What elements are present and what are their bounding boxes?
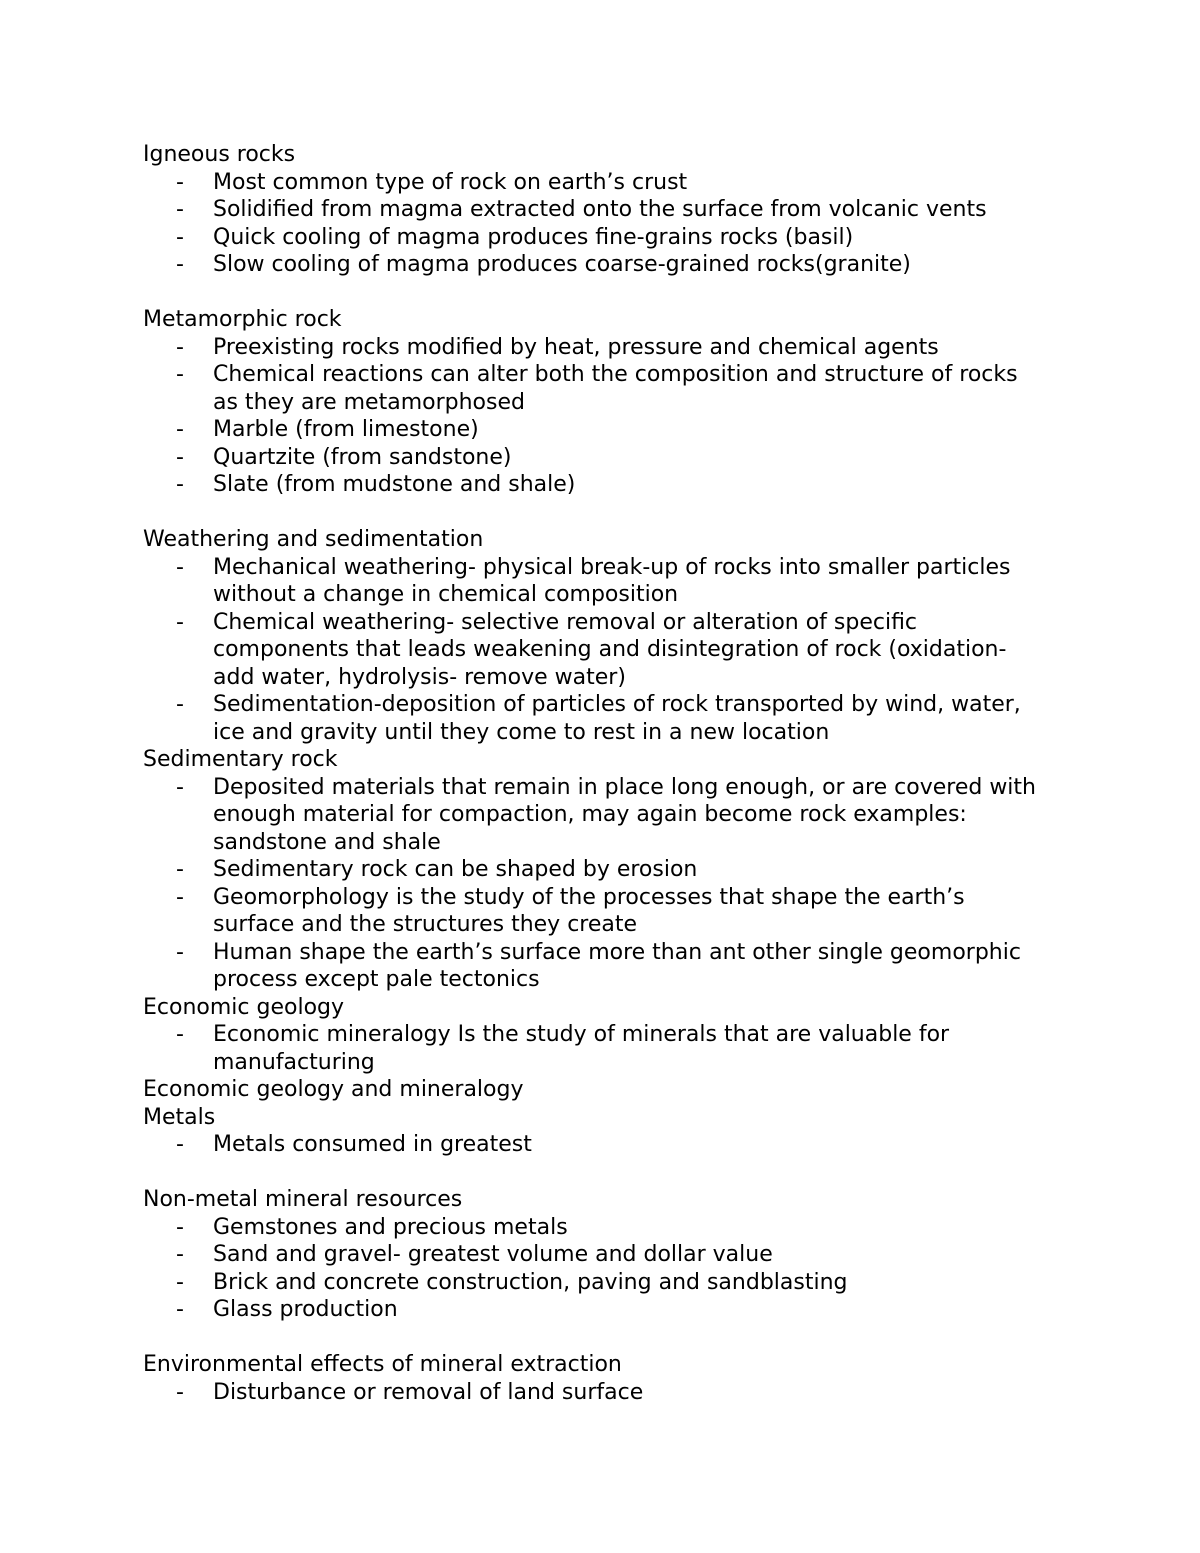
section-heading: Sedimentary rock (143, 747, 338, 772)
list-item-text: Most common type of rock on earth’s crust (213, 169, 688, 195)
list-item-text: Gemstones and precious metals (213, 1214, 568, 1240)
section-heading: Environmental effects of mineral extraction (143, 1352, 622, 1377)
list-item (143, 1241, 1043, 1269)
section-heading: Economic geology (143, 994, 345, 1020)
bullet-dash-icon: - (176, 1269, 184, 1295)
bullet-dash-icon: - (176, 939, 184, 965)
list-item-text: Disturbance or removal of land surface (213, 1379, 644, 1405)
list-item (143, 1131, 1043, 1159)
section-spacer (143, 279, 1043, 307)
section-spacer (143, 1324, 1043, 1352)
list-item-text: Human shape the earth’s surface more than ant other single geomorphic process except pale tectonics (213, 939, 1021, 992)
bullet-list (143, 1379, 1043, 1407)
bullet-dash-icon: - (176, 857, 184, 882)
bullet-list (143, 1131, 1043, 1159)
bullet-dash-icon: - (176, 472, 184, 497)
list-item-text: Preexisting rocks modified by heat, pressure and chemical agents (213, 334, 939, 360)
section (143, 1104, 1043, 1187)
list-item (143, 196, 1043, 224)
section (143, 746, 1043, 994)
bullet-dash-icon: - (176, 774, 184, 800)
list-item (143, 416, 1043, 444)
list-item-text: Economic mineralogy Is the study of minerals that are valuable for manufacturing (213, 1022, 950, 1075)
list-item (143, 1296, 1043, 1324)
section-heading: Weathering and sedimentation (143, 527, 484, 552)
list-item-text: Mechanical weathering- physical break-up of rocks into smaller particles without a change in chemical composition (213, 554, 1011, 607)
bullet-list (143, 334, 1043, 499)
list-item (143, 251, 1043, 279)
bullet-dash-icon: - (176, 1022, 184, 1047)
list-item (143, 1214, 1043, 1242)
list-item-text: Sand and gravel- greatest volume and dollar value (213, 1242, 773, 1267)
bullet-dash-icon: - (176, 692, 184, 717)
list-item-text: Brick and concrete construction, paving and sandblasting (213, 1269, 848, 1295)
bullet-dash-icon: - (176, 197, 184, 222)
list-item-text: Chemical weathering- selective removal or alteration of specific components that leads weakening and disintegration of rock (oxidation- add water, hydrolysis- remove water) (213, 609, 1007, 690)
list-item (143, 609, 1043, 692)
bullet-dash-icon: - (176, 884, 184, 910)
section (143, 526, 1043, 746)
bullet-dash-icon: - (176, 444, 184, 470)
section-heading: Economic geology and mineralogy (143, 1077, 524, 1102)
bullet-dash-icon: - (176, 1242, 184, 1267)
list-item (143, 169, 1043, 197)
bullet-dash-icon: - (176, 1379, 184, 1405)
list-item (143, 444, 1043, 472)
list-item-text: Sedimentary rock can be shaped by erosion (213, 857, 698, 882)
list-item (143, 691, 1043, 746)
section-heading: Metals (143, 1104, 216, 1130)
list-item (143, 554, 1043, 609)
section (143, 141, 1043, 306)
list-item (143, 856, 1043, 884)
section-spacer (143, 499, 1043, 527)
bullet-list (143, 169, 1043, 279)
bullet-dash-icon: - (176, 554, 184, 580)
list-item-text: Sedimentation-deposition of particles of rock transported by wind, water, ice and gravity until they come to rest in a new location (213, 692, 1021, 745)
bullet-dash-icon: - (176, 169, 184, 195)
list-item-text: Glass production (213, 1297, 398, 1322)
bullet-dash-icon: - (176, 362, 184, 387)
list-item-text: Deposited materials that remain in place long enough, or are covered with enough material for compaction, may again become rock examples: sandstone and shale (213, 774, 1036, 855)
list-item-text: Metals consumed in greatest (213, 1132, 532, 1157)
section-heading: Metamorphic rock (143, 307, 342, 332)
list-item (143, 774, 1043, 857)
list-item-text: Slow cooling of magma produces coarse-grained rocks(granite) (213, 252, 911, 277)
list-item-text: Slate (from mudstone and shale) (213, 472, 576, 497)
list-item-text: Solidified from magma extracted onto the surface from volcanic vents (213, 197, 987, 222)
list-item-text: Quick cooling of magma produces fine-grains rocks (basil) (213, 224, 854, 250)
section (143, 994, 1043, 1077)
bullet-dash-icon: - (176, 224, 184, 250)
bullet-list (143, 1214, 1043, 1324)
list-item (143, 884, 1043, 939)
bullet-dash-icon: - (176, 1297, 184, 1322)
bullet-dash-icon: - (176, 417, 184, 442)
bullet-dash-icon: - (176, 252, 184, 277)
list-item (143, 1379, 1043, 1407)
bullet-dash-icon: - (176, 1214, 184, 1240)
section-heading: Igneous rocks (143, 142, 296, 167)
bullet-list (143, 554, 1043, 747)
bullet-dash-icon: - (176, 609, 184, 635)
bullet-dash-icon: - (176, 334, 184, 360)
section (143, 1351, 1043, 1406)
document-body (143, 141, 1043, 1406)
list-item-text: Chemical reactions can alter both the composition and structure of rocks as they are metamorphosed (213, 362, 1018, 415)
section-spacer (143, 1159, 1043, 1187)
section (143, 1076, 1043, 1104)
list-item (143, 224, 1043, 252)
list-item (143, 1021, 1043, 1076)
list-item (143, 334, 1043, 362)
list-item (143, 1269, 1043, 1297)
bullet-list (143, 1021, 1043, 1076)
section (143, 306, 1043, 526)
bullet-dash-icon: - (176, 1132, 184, 1157)
list-item-text: Quartzite (from sandstone) (213, 444, 512, 470)
bullet-list (143, 774, 1043, 994)
list-item-text: Marble (from limestone) (213, 417, 479, 442)
list-item (143, 939, 1043, 994)
section-heading: Non-metal mineral resources (143, 1187, 463, 1212)
list-item (143, 471, 1043, 499)
list-item-text: Geomorphology is the study of the processes that shape the earth’s surface and the structures they create (213, 884, 965, 937)
section (143, 1186, 1043, 1351)
list-item (143, 361, 1043, 416)
